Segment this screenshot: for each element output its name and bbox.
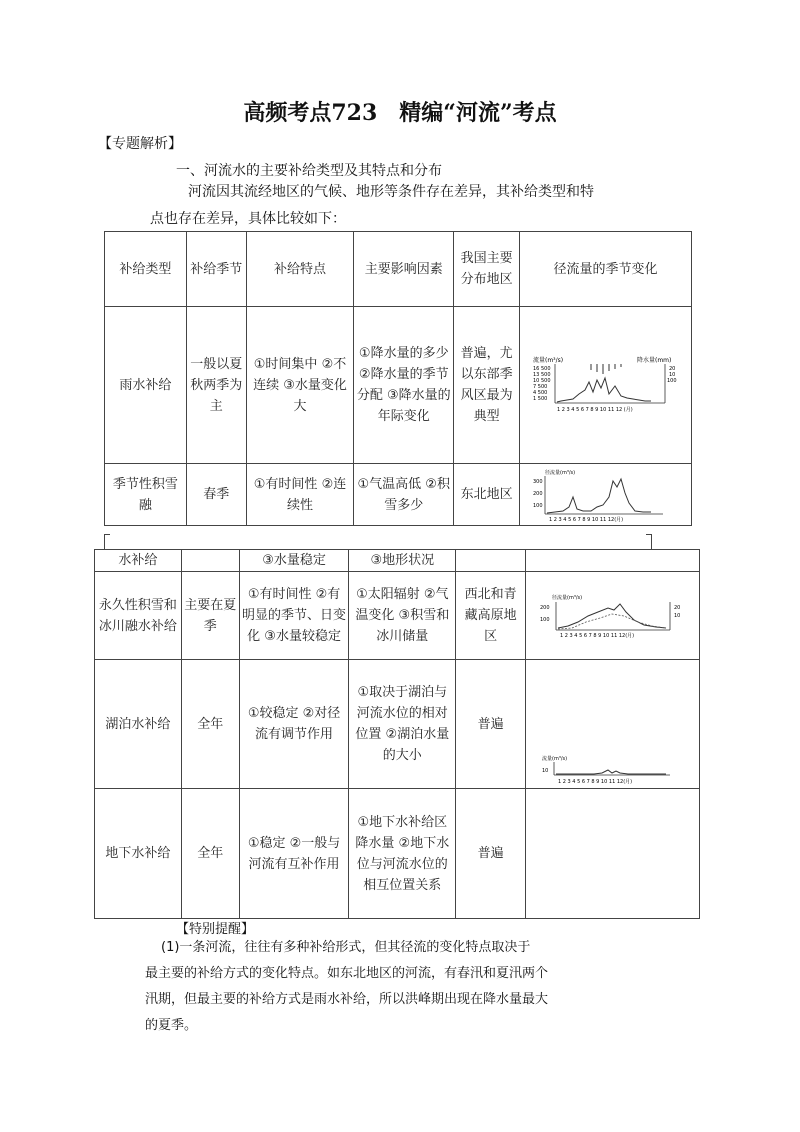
rain-rtick: 10: [668, 372, 675, 378]
rain-precip-bars: [591, 364, 621, 374]
table-row: [105, 307, 692, 464]
glacier-left-label: 径流量(m³/s): [551, 594, 582, 601]
rain-x-ticks: 1 2 3 4 5 6 7 8 9 10 11 12 (月): [556, 407, 633, 413]
cell-type: 雨水补给: [105, 307, 187, 464]
snow-ytick: 200: [532, 490, 543, 497]
ground-runoff-line: [556, 770, 666, 774]
cell-season: 全年: [181, 660, 239, 789]
cell-factors: ③地形状况: [349, 550, 456, 572]
cell-region: 普遍: [456, 789, 526, 919]
cell-season: 春季: [186, 464, 246, 526]
supply-table-part2: [94, 549, 700, 919]
snow-left-label: 径流量(m³/s): [544, 469, 575, 476]
cell-season: 一般以夏秋两季为主: [186, 307, 246, 464]
note-line-4: 的夏季。: [145, 1018, 198, 1033]
rain-left-label: 流量(m³/s): [532, 357, 563, 364]
glacier-temp-line: [558, 614, 666, 629]
cell-factors: ①地下水补给区降水量 ②地下水位与河流水位的相互位置关系: [349, 789, 456, 919]
section-heading: 一、河流水的主要补给类型及其特点和分布: [176, 163, 442, 179]
cell-type: 永久性积雪和冰川融水补给: [95, 572, 182, 660]
cell-factors: ①降水量的多少 ②降水量的季节分配 ③降水量的年际变化: [354, 307, 454, 464]
cell-region: 普遍，尤以东部季风区最为典型: [454, 307, 520, 464]
cell-features: ①有时间性 ②有明显的季节、日变化 ③水量较稳定: [239, 572, 349, 660]
chart-cell-snow: [520, 464, 692, 526]
cell-type: 地下水补给: [95, 789, 182, 919]
ground-runoff-chart: [538, 752, 688, 788]
ground-x-ticks: 1 2 3 4 5 6 7 8 9 10 11 12(月): [557, 779, 632, 785]
rain-rtick: 20: [668, 366, 675, 372]
cell-chart-empty: [526, 550, 700, 572]
header-season: 补给季节: [186, 232, 246, 307]
note-line-1: (1)一条河流，往往有多种补给形式，但其径流的变化特点取决于: [161, 940, 531, 955]
chart-cell-rain: [520, 307, 692, 464]
cell-region: 西北和青藏高原地区: [456, 572, 526, 660]
note-line-2: 最主要的补给方式的变化特点。如东北地区的河流，有春汛和夏汛两个: [145, 966, 549, 981]
rain-rtick: 100: [666, 378, 677, 384]
rain-ytick: 1 500: [532, 396, 547, 402]
chart-cell-lake: [526, 660, 700, 789]
cell-features: ③水量稳定: [239, 550, 349, 572]
ground-ytick: 10: [541, 768, 548, 774]
cell-season: [181, 550, 239, 572]
table-header-row: [105, 232, 692, 307]
table-row: [95, 789, 700, 919]
glacier-rtick: 10: [673, 612, 680, 619]
cell-region: 普遍: [456, 660, 526, 789]
rain-ytick: 13 500: [532, 372, 550, 378]
chart-cell-glacier: [526, 572, 700, 660]
table-row: [105, 464, 692, 526]
table-row: [95, 572, 700, 660]
note-heading: 【特别提醒】: [176, 922, 255, 937]
note-line-3: 汛期，但最主要的补给方式是雨水补给，所以洪峰期出现在降水量最大: [145, 992, 549, 1007]
ground-left-label: 流量(m³/s): [541, 756, 567, 762]
cell-factors: ①太阳辐射 ②气温变化 ③积雪和冰川储量: [349, 572, 456, 660]
glacier-runoff-chart: [538, 592, 688, 640]
table-break-right: [646, 534, 652, 549]
section-label: 【专题解析】: [98, 136, 182, 152]
snow-runoff-chart: [531, 467, 681, 523]
snow-runoff-line: [547, 479, 651, 513]
cell-season: 全年: [181, 789, 239, 919]
cell-features: ①时间集中 ②不连续 ③水量变化大: [246, 307, 354, 464]
rain-ytick: 4 500: [532, 390, 547, 396]
supply-table-part1: [104, 231, 692, 526]
cell-chart-empty: [526, 789, 700, 919]
glacier-rtick: 20: [673, 604, 680, 611]
cell-season: 主要在夏季: [181, 572, 239, 660]
header-type: 补给类型: [105, 232, 187, 307]
rain-ytick: 10 500: [532, 378, 550, 384]
cell-features: ①稳定 ②一般与河流有互补作用: [239, 789, 349, 919]
intro-line-1: 河流因其流经地区的气候、地形等条件存在差异，其补给类型和特: [188, 184, 594, 200]
header-region: 我国主要分布地区: [454, 232, 520, 307]
cell-type: 季节性积雪融: [105, 464, 187, 526]
glacier-runoff-line: [558, 604, 666, 628]
table-break-left: [104, 534, 110, 549]
snow-x-ticks: 1 2 3 4 5 6 7 8 9 10 11 12(月): [548, 516, 623, 523]
header-features: 补给特点: [246, 232, 354, 307]
intro-line-2: 点也存在差异，具体比较如下：: [150, 211, 346, 227]
rain-right-label: 降水量(mm): [636, 357, 671, 364]
rain-runoff-line: [557, 378, 651, 402]
table-row: [95, 550, 700, 572]
table-row: [95, 660, 700, 789]
cell-region: 东北地区: [454, 464, 520, 526]
snow-ytick: 300: [532, 478, 543, 485]
cell-type: 水补给: [95, 550, 182, 572]
glacier-ytick: 100: [539, 616, 550, 623]
cell-factors: ①气温高低 ②积雪多少: [354, 464, 454, 526]
rain-ytick: 16 500: [532, 366, 550, 372]
cell-factors: ①取决于湖泊与河流水位的相对位置 ②湖泊水量的大小: [349, 660, 456, 789]
rain-runoff-chart: [531, 354, 681, 416]
page-title: 高频考点723 精编“河流”考点: [243, 100, 557, 126]
glacier-x-ticks: 1 2 3 4 5 6 7 8 9 10 11 12(月): [559, 632, 634, 639]
glacier-ytick: 200: [539, 604, 550, 611]
snow-ytick: 100: [532, 502, 543, 509]
cell-region: [456, 550, 526, 572]
header-runoff: 径流量的季节变化: [520, 232, 692, 307]
cell-type: 湖泊水补给: [95, 660, 182, 789]
cell-features: ①较稳定 ②对径流有调节作用: [239, 660, 349, 789]
cell-features: ①有时间性 ②连续性: [246, 464, 354, 526]
rain-ytick: 7 500: [532, 384, 547, 390]
header-factors: 主要影响因素: [354, 232, 454, 307]
